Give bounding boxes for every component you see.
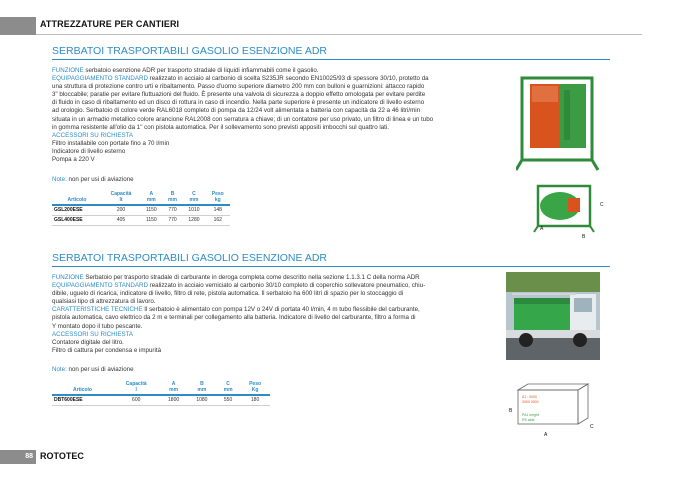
column-header: Peso kg <box>206 190 230 205</box>
description-line <box>52 314 472 322</box>
article-code: GSL400ESE <box>52 216 102 226</box>
description-line <box>52 116 472 124</box>
description-text: dibile, uguelo di ricarica, indicatore di livello, filtro di rete, pistola automatica. Il serbatoio ha 600 litri di spazio per lo stoccaggio di <box>52 290 404 298</box>
description-text: ad orologio. Serbatoio di colore verde RAL6018 completo di pompa da 12/24 volt alimentata a batteria con capacità da 22 a 46 litri/min <box>52 107 421 115</box>
description-text: pistola automatica, cavo elettrico da 2 m e terminali per collegamento alla batteria. Indicatore di livello del carburante, filtro a forma di <box>52 314 416 322</box>
table-cell: 162 <box>206 216 230 226</box>
table-row <box>52 395 270 406</box>
description-text: serbatoio esenzione ADR per trasporto stradale di liquidi infiammabili come il gasolio. <box>83 67 319 74</box>
description-line <box>52 282 472 290</box>
description-heading: EQUIPAGGIAMENTO STANDARD <box>52 282 148 290</box>
description-line <box>52 107 472 115</box>
dim-label-a: A <box>540 226 544 232</box>
table-cell: 1010 <box>182 205 205 216</box>
section-2-description <box>52 274 472 355</box>
description-text: 3" bloccabile; paratie per evitare fluttuazioni del fluido. È presente una valvola di sicurezza a doppio effetto omologata per evitare perdite <box>52 91 426 99</box>
table-cell: 148 <box>206 205 230 216</box>
column-header: C mm <box>182 190 205 205</box>
description-line <box>52 274 472 282</box>
description-text: realizzato in acciaio al carbonio di scelta S235JR secondo EN10025/93 di spessore 30/10, protetto da <box>147 75 429 83</box>
description-text: Pompa a 220 V <box>52 156 95 164</box>
column-header: Articolo <box>52 380 113 395</box>
drawing-text-2: 0000 0000 <box>522 400 539 404</box>
table-cell: 600 <box>113 395 159 406</box>
section-2-note: Note: non per usi di aviazione <box>52 366 134 373</box>
description-text: Contatore digitale del litro. <box>52 338 124 346</box>
column-header: Articolo <box>52 190 102 205</box>
description-text: situata in un armadio metallico colore arancione RAL2008 con serratura a chiave; di un contatore per uso privato, un filtro di linea e un tubo <box>52 115 434 123</box>
section-1-rule <box>52 59 610 60</box>
description-heading: ACCESSORI SU RICHIESTA <box>52 131 134 139</box>
table-row <box>52 205 230 216</box>
table-cell: 180 <box>240 395 270 406</box>
article-code: GSL200ESE <box>52 205 102 216</box>
dim-label-c: C <box>600 202 604 208</box>
column-header: B mm <box>188 380 216 395</box>
article-code: DBT600ESE <box>52 395 113 406</box>
drawing-text-4: RS abst <box>522 418 535 422</box>
table-cell: 770 <box>163 216 183 226</box>
description-line <box>52 132 472 140</box>
description-line <box>52 148 472 156</box>
drawing-text-3: PA1 lenght <box>522 413 539 417</box>
description-line <box>52 140 472 148</box>
table-cell: 1800 <box>159 395 187 406</box>
section-2-spec-table <box>52 380 270 406</box>
section-1-spec-table <box>52 190 230 226</box>
description-line <box>52 323 472 331</box>
description-line <box>52 124 472 132</box>
tank-dimension-drawing <box>506 378 596 440</box>
description-text: Indicatore di livello esterno <box>52 147 126 155</box>
description-text: in gomma resistente all'olio da 1" con pistola automatica. Per il sollevamento sono previsti appositi imbocchi sul quattro lati. <box>52 123 389 131</box>
drawing-text-1: A1 : 0000 <box>522 395 537 399</box>
description-line <box>52 306 472 314</box>
description-line <box>52 67 472 75</box>
dim-label-a-2: A <box>544 432 548 438</box>
description-line <box>52 91 472 99</box>
dim-label-b: B <box>582 234 586 240</box>
description-text: di fluido in caso di ribaltamento ed un disco di rottura in caso di incendio. Nella parte superiore è presente un indicatore di livello esterno <box>52 99 425 107</box>
page-number: 88 <box>0 450 36 464</box>
table-cell: 200 <box>102 205 140 216</box>
section-1-note: Note: non per usi di aviazione <box>52 176 134 183</box>
table-row <box>52 216 230 226</box>
description-line <box>52 156 472 164</box>
description-line <box>52 339 472 347</box>
column-header: B mm <box>163 190 183 205</box>
description-line <box>52 83 472 91</box>
description-text: Y montato dopo il tubo pescante. <box>52 322 143 330</box>
table-cell: 1280 <box>182 216 205 226</box>
section-1-description <box>52 67 472 164</box>
tank-cabinet-image <box>516 72 602 172</box>
truck-tank-photo <box>506 272 600 360</box>
table-cell: 770 <box>163 205 183 216</box>
table-cell: 550 <box>216 395 240 406</box>
table-cell: 405 <box>102 216 140 226</box>
brand-name: ROTOTEC <box>40 451 84 461</box>
page-section-title: ATTREZZATURE PER CANTIERI <box>40 19 180 29</box>
column-header: A mm <box>140 190 163 205</box>
description-text: Filtro installabile con portate fino a 70 l/min <box>52 139 170 147</box>
description-heading: CARATTERISTICHE TECNICHE <box>52 306 143 314</box>
column-header: A mm <box>159 380 187 395</box>
description-line <box>52 75 472 83</box>
section-1-title: SERBATOI TRASPORTABILI GASOLIO ESENZIONE ADR <box>52 45 328 57</box>
description-text: una struttura di protezione contro urti e ribaltamento. Passo d'uomo superiore diametro 200 mm con bulloni e guarnizioni: attacco rapido <box>52 83 425 91</box>
description-line <box>52 331 472 339</box>
column-header: Capacità lt <box>102 190 140 205</box>
tank-diagram-image <box>530 178 610 242</box>
description-text: Il serbatoio è alimentato con pompa 12V o 24V di portata 40 l/min, 4 m tubo flessibile del carburante, <box>142 306 420 314</box>
description-text: realizzato in acciaio verniciato al carbonio 30/10 completo di coperchio sollevatore pneumatico, chiu- <box>147 282 426 290</box>
table-cell: 1150 <box>140 216 163 226</box>
column-header: Peso Kg <box>240 380 270 395</box>
description-heading: ACCESSORI SU RICHIESTA <box>52 330 134 338</box>
table-cell: 1150 <box>140 205 163 216</box>
description-text: qualsiasi tipo di attrezzatura di lavoro. <box>52 298 156 306</box>
dim-label-b-2: B <box>509 408 513 414</box>
table-cell: 1080 <box>188 395 216 406</box>
column-header: C mm <box>216 380 240 395</box>
column-header: Capacità l <box>113 380 159 395</box>
section-2-rule <box>52 266 610 267</box>
header-accent-bar <box>0 17 36 35</box>
description-line <box>52 290 472 298</box>
description-heading: FUNZIONE <box>52 67 84 74</box>
dim-label-c-2: C <box>590 424 594 430</box>
header-divider <box>36 34 642 35</box>
description-line <box>52 298 472 306</box>
description-text: Filtro di cattura per condensa e impurità <box>52 346 162 354</box>
description-text: Serbatoio per trasporto stradale di carburante in deroga completa come descritto nella sezione 1.1.3.1 C della norma ADR <box>83 274 420 281</box>
description-line <box>52 347 472 355</box>
description-line <box>52 99 472 107</box>
description-heading: FUNZIONE <box>52 274 84 281</box>
section-2-title: SERBATOI TRASPORTABILI GASOLIO ESENZIONE ADR <box>52 252 328 264</box>
description-heading: EQUIPAGGIAMENTO STANDARD <box>52 75 148 83</box>
